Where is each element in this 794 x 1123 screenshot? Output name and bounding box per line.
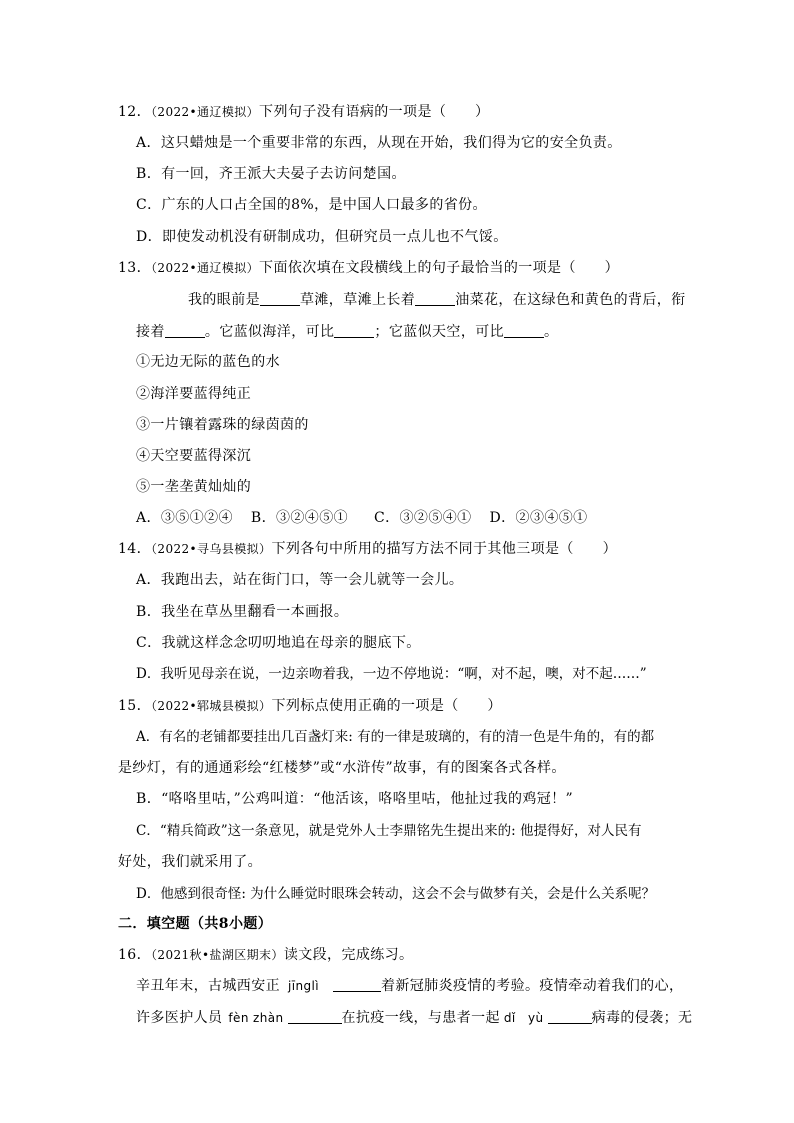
fill-blank[interactable] <box>504 323 544 338</box>
option-c-line-2: 好处，我们就采用了。 <box>118 854 262 870</box>
question-source: （2022•通辽模拟） <box>151 105 260 119</box>
question-source: （2022•寻乌县模拟） <box>151 542 272 556</box>
option-c: C．我就这样念念叨叨地追在母亲的腿底下。 <box>136 635 421 651</box>
question-14 <box>118 539 617 559</box>
question-source: （2021秋•盐湖区期末） <box>151 948 284 962</box>
question-stem: 下面依次填在文段横线上的句子最恰当的一项是（ ） <box>259 260 620 276</box>
pinyin-hint: fèn zhàn <box>228 1011 284 1025</box>
option-d: D．我听见母亲在说，一边亲吻着我，一边不停地说：“啊，对不起，噢，对不起……” <box>136 666 647 682</box>
passage-line-1: 我的眼前是 草滩，草滩上长着 油菜花，在这绿色和黄色的背后，衔 <box>188 292 686 308</box>
option-a-line-1: A．有名的老铺都要挂出几百盏灯来: 有的一律是玻璃的，有的清一色是牛角的，有的都 <box>136 729 655 745</box>
option-c-line-1: C．“精兵简政”这一条意见，就是党外人士李鼎铭先生提出来的: 他提得好，对人民有 <box>136 823 642 839</box>
option-c: C．③②⑤④① <box>374 510 472 526</box>
option-b: B．我坐在草丛里翻看一本画报。 <box>136 604 349 620</box>
item-3: ③一片镶着露珠的绿茵茵的 <box>136 417 309 433</box>
question-source: （2022•郓城县模拟） <box>151 699 272 713</box>
option-d: D．②③④⑤① <box>489 510 588 526</box>
option-b: B．③②④⑤① <box>250 510 349 526</box>
fill-blank[interactable] <box>333 977 381 992</box>
fill-blank[interactable] <box>260 291 300 306</box>
option-d: D．即使发动机没有研制成功，但研究员一点儿也不气馁。 <box>136 229 508 245</box>
question-number: 14． <box>118 541 152 557</box>
fill-blank[interactable] <box>288 1009 342 1024</box>
option-c: C．广东的人口占全国的8%，是中国人口最多的省份。 <box>136 197 487 213</box>
option-b: B．“咯咯里咕，”公鸡叫道：“他活该，咯咯里咕，他扯过我的鸡冠！” <box>136 791 574 807</box>
option-a: A．这只蜡烛是一个重要非常的东西，从现在开始，我们得为它的安全负责。 <box>136 135 622 151</box>
fill-blank[interactable] <box>548 1009 592 1024</box>
fill-blank[interactable] <box>334 323 374 338</box>
question-number: 12． <box>118 104 152 120</box>
passage-line-2: 接着 。它蓝似海洋，可比 ；它蓝似天空，可比 。 <box>136 324 559 340</box>
passage-line-2: 许多医护人员 fèn zhàn 在抗疫一线，与患者一起 dǐ yù 病毒的侵袭；无 <box>136 1010 693 1026</box>
fill-blank[interactable] <box>415 291 455 306</box>
question-stem: 下列标点使用正确的一项是（ ） <box>271 698 502 714</box>
passage-line-1: 辛丑年末，古城西安正 jīnglì 着新冠肺炎疫情的考验。疫情牵动着我们的心， <box>136 978 684 994</box>
answer-options <box>136 508 588 528</box>
option-a-line-2: 是纱灯，有的通通彩绘“红楼梦”或“水浒传”故事，有的图案各式各样。 <box>118 760 566 776</box>
option-d: D．他感到很奇怪: 为什么睡觉时眼珠会转动，这会不会与做梦有关，会是什么关系呢？ <box>136 886 656 902</box>
question-number: 16． <box>118 947 152 963</box>
question-stem: 读文段，完成练习。 <box>283 947 414 963</box>
item-5: ⑤一垄垄黄灿灿的 <box>136 479 252 495</box>
section-heading: 二．填空题（共8小题） <box>118 916 273 932</box>
question-source: （2022•通辽模拟） <box>151 261 260 275</box>
question-number: 13． <box>118 260 152 276</box>
question-number: 15． <box>118 698 152 714</box>
question-13 <box>118 258 619 278</box>
question-15 <box>118 696 502 716</box>
item-4: ④天空要蓝得深沉 <box>136 448 252 464</box>
question-12 <box>118 102 489 122</box>
question-stem: 下列各句中所用的描写方法不同于其他三项是（ ） <box>271 541 618 557</box>
item-1: ①无边无际的蓝色的水 <box>136 354 280 370</box>
item-2: ②海洋要蓝得纯正 <box>136 386 252 402</box>
option-b: B．有一回，齐王派大夫晏子去访问楚国。 <box>136 166 406 182</box>
fill-blank[interactable] <box>165 323 205 338</box>
pinyin-hint: jīnglì <box>288 979 319 993</box>
pinyin-hint: dǐ yù <box>503 1011 544 1025</box>
option-a: A．③⑤①②④ <box>136 510 233 526</box>
question-16 <box>118 945 413 965</box>
option-a: A．我跑出去，站在街门口，等一会儿就等一会儿。 <box>136 572 464 588</box>
question-stem: 下列句子没有语病的一项是（ ） <box>259 104 490 120</box>
